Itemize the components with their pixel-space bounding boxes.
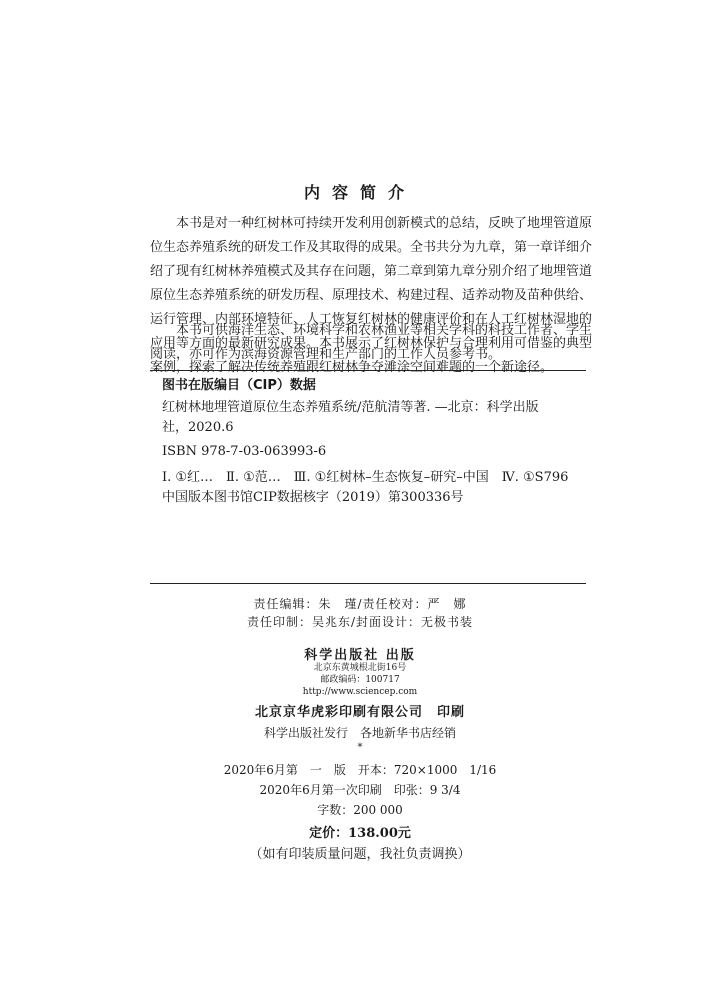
production-credits: 责任印制：吴兆东/封面设计：无极书装 bbox=[246, 615, 474, 629]
price: 定价：138.00元 bbox=[309, 826, 411, 841]
publisher-name: 科学出版社 出版 bbox=[304, 648, 416, 663]
cip-isbn: ISBN 978-7-03-063993-6 bbox=[162, 444, 327, 459]
summary-paragraph-1: 本书是对一种红树林可持续开发利用创新模式的总结，反映了地埋管道原位生态养殖系统的研发工作及其取得的成果。全书共分为九章，第一章详细介绍了现有红树林养殖模式及其存在问题，第二章到第九章分别介绍了地埋管道原位生态养殖系统的研发历程、原理技术、构建过程、适养动物及苗种供给、运行管理、内部环境特征、人工恢复红树林的健康评价和在人工红树林湿地的应用等方面的最新研究成果。本书展示了红树林保护与合理利用可借鉴的典型案例，探索了解决传统养殖跟红树林争夺滩涂空间难题的一个新途径。 bbox=[150, 216, 593, 375]
cip-heading: 图书在版编目（CIP）数据 bbox=[162, 378, 316, 393]
cip-classification: Ⅰ. ①红… Ⅱ. ①范… Ⅲ. ①红树林–生态恢复–研究–中国 Ⅳ. ①S796 bbox=[162, 470, 569, 485]
printer-name: 北京京华虎彩印刷有限公司 印刷 bbox=[254, 705, 465, 720]
quality-notice: （如有印装质量问题，我社负责调换） bbox=[249, 847, 471, 862]
publisher-postcode: 邮政编码：100717 bbox=[320, 675, 400, 685]
cip-verification-number: 中国版本图书馆CIP数据核字（2019）第300336号 bbox=[162, 490, 464, 505]
cip-top-divider bbox=[150, 370, 586, 371]
word-count: 字数：200 000 bbox=[317, 803, 403, 817]
cip-bottom-divider bbox=[150, 583, 586, 584]
distribution-info: 科学出版社发行 各地新华书店经销 bbox=[263, 726, 456, 740]
publisher-address: 北京东黄城根北街16号 bbox=[313, 663, 407, 673]
cip-bibliographic-line-continued: 社，2020.6 bbox=[162, 420, 234, 435]
publisher-url: http://www.sciencep.com bbox=[302, 687, 418, 697]
summary-title: 内容简介 bbox=[303, 183, 416, 202]
cip-bibliographic-line: 红树林地埋管道原位生态养殖系统/范航清等著. —北京：科学出版 bbox=[162, 400, 539, 415]
separator-star: * bbox=[357, 742, 363, 753]
editor-credits: 责任编辑：朱 瑾/责任校对：严 娜 bbox=[253, 597, 467, 611]
edition-format: 2020年6月第 一 版 开本：720×1000 1/16 bbox=[223, 763, 497, 777]
summary-paragraph-2: 本书可供海洋生态、环境科学和农林渔业等相关学科的科技工作者、学生阅读，亦可作为滨海资源管理和生产部门的工作人员参考书。 bbox=[150, 323, 593, 362]
printing-sheets: 2020年6月第一次印刷 印张：9 3/4 bbox=[259, 783, 461, 797]
